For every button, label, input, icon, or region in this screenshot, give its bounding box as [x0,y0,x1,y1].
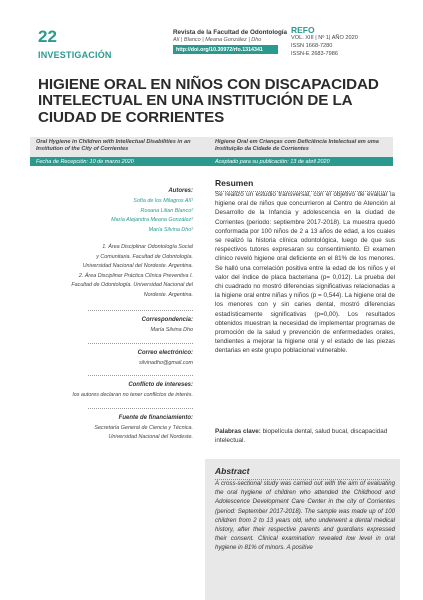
keywords-label: Palabras clave: [215,428,261,435]
page-header [0,0,423,70]
keywords-text: biopelícula dental, salud bucal, discapacidad intelectual. [215,428,388,444]
journal-name: Revista de la Facultad de Odontología [173,29,288,36]
abstract-header [215,466,395,480]
funding-line: Universidad Nacional del Nordeste. [108,434,193,440]
author-name: María Alejandra Meana González² [111,217,193,223]
refo-logo-text: REFO [291,25,315,35]
article-sidebar [30,188,193,443]
affiliation-line: y Comunitaria. Facultad de Odontología. [96,253,193,260]
affiliation-line: 1. Área Disciplinar Odontología Social [102,244,193,250]
issn-e-line: ISSN-E 2683-7986 [291,51,338,57]
page-number: 22 [38,27,57,46]
section-label: INVESTIGACIÓN [38,50,112,60]
affiliation-line: 2. Área Disciplinar Práctica Clínica Preventiva I. [78,272,193,279]
conflict-heading: Conflicto de intereses: [128,382,193,388]
accepted-date: Aceptado para su publicación: 13 de abril 2020 [209,157,393,166]
portuguese-title-box [209,137,393,157]
abstract-body: A cross-sectional study was carried out with the aim of evaluating the oral hygiene of children who attended the Childhood and Adolescence Development Care Center in the city of Corrientes (period: September 2017-2018). The sample was made up of 100 children from 2 to 13 years old, who underwent a dental medical history, after their respective parents and guardians expressed their consent. Clinical examination revealed low level in oral hygiene in 81% of minors. A positive [215,480,395,552]
affiliation-line: Nordeste. Argentina. [143,291,193,298]
affiliation-line: Universidad Nacional del Nordeste. Argentina. [82,263,193,269]
author-name: Sofía de los Milagros Alí¹ [133,198,193,204]
issn-line: ISSN 1668-7280 [291,43,333,49]
keywords [215,427,395,445]
author-name: Rosana Lilian Blanco² [140,207,193,214]
abstract-title: Abstract [215,466,250,476]
conflict-value: los autores declaran no tener conflictos de interés. [72,392,193,398]
funding-line: Secretaría General de Ciencia y Técnica. [94,424,193,431]
doi-link[interactable]: http://doi.org/10.30972/rfo.1314341 [173,45,278,54]
authors-heading: Autores: [168,188,193,194]
portuguese-title: Higiene Oral em Crianças com Deficiência Intelectual em uma Instituição da Cidade de Corrientes [215,139,379,152]
affiliation-line: Facultad de Odontología. Universidad Nacional del [71,282,193,288]
resumen-title: Resumen [215,178,254,188]
resumen-body: Se realizó un estudio transversal, con el objetivo de evaluar la higiene oral de niños que concurrieron al Centro de Atención al Desarrollo de la Infancia y adolescencia en la ciudad de Corrientes (periodo: septiembre 2017-2018). La muestra quedó conformada por 100 niños de 2 a 13 años de edad, a los cuales se realizó la historia clínica odontológica, luego de que sus respectivos tutores expresaran su consentimiento. El examen clínico reveló higiene oral deficiente en el 81% de los menores. Se halló una correlación positiva entre la edad de los niños y el valor del índice de placa bacteriana (p= 0,012). La prueba del chi cuadrado no mostró diferencias significativas relacionadas a la higiene oral entre niñas y niños (p = 0,544). La higiene oral de los menores con y sin caries dental, mostró diferencias estadísticamente significativas (p=0,00). Los resultados obtenidos muestran la necesidad de implementar programas de promoción de la salud y prevención de enfermedades orales, tendientes a mejorar la higiene oral y el estado de las piezas dentarias en este grupo poblacional vulnerable. [215,191,395,355]
received-date: Fecha de Recepción: 10 de marzo 2020 [30,157,209,166]
email-heading: Correo electrónico: [137,349,193,356]
funding-heading: Fuente de financiamiento: [118,414,193,421]
english-title-box [30,137,209,157]
correspondence-value: María Silvina Dho [150,327,193,333]
journal-authors: Alí | Blanco | Meana González | Dho [173,37,262,43]
volume-line: VOL. XIII | Nº 1| AÑO 2020 [291,35,358,41]
author-name: María Silvina Dho² [148,226,193,233]
english-title: Oral Hygiene in Children with Intellectual Disabilities in an Institution of the City of Corrientes [36,139,191,152]
email-value[interactable]: silvinadho@gmail.com [138,359,193,366]
article-title: HIGIENE ORAL EN NIÑOS CON DISCAPACIDAD INTELECTUAL EN UNA INSTITUCIÓN DE LA CIUDAD DE CORRIENTES [38,76,379,126]
correspondence-heading: Correspondencia: [141,317,193,323]
